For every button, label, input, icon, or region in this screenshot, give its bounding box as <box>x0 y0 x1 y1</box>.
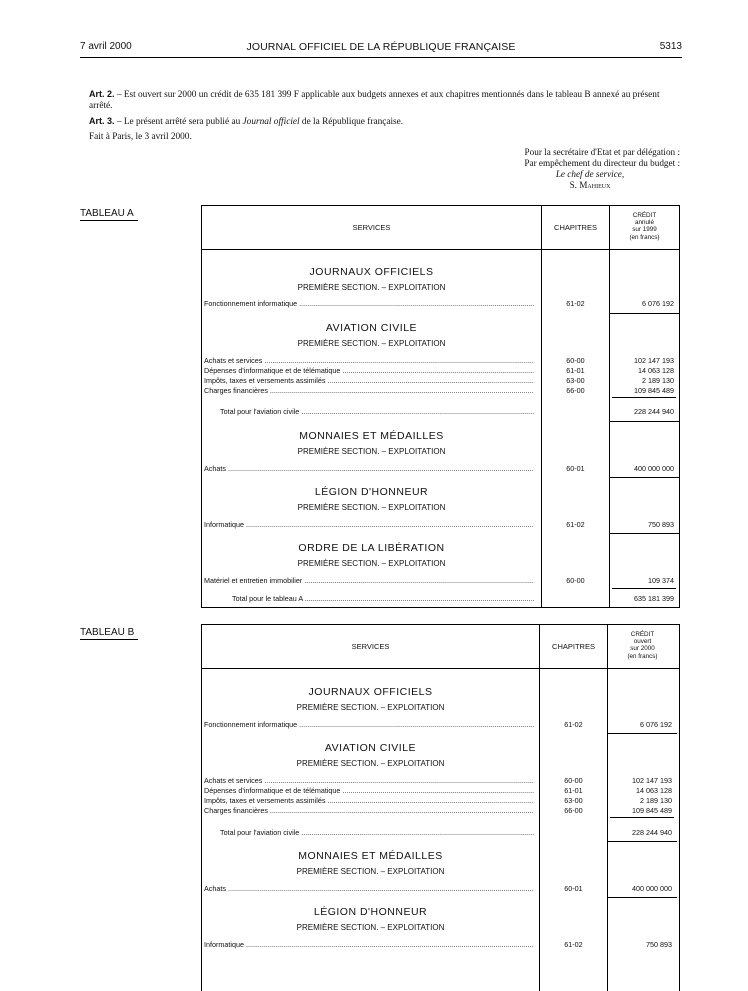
header-credit-line: sur 1999 <box>632 226 657 234</box>
row-montant: 6 076 192 <box>640 720 672 729</box>
section-separator <box>608 897 677 898</box>
signature-role: Le chef de service, <box>555 169 625 179</box>
row-chapitre: 61-02 <box>564 720 583 729</box>
signature-line-2: Par empêchement du directeur du budget : <box>524 158 680 168</box>
section-title: JOURNAUX OFFICIELS <box>309 266 434 278</box>
table-row <box>202 376 679 386</box>
section-title: AVIATION CIVILE <box>324 742 417 754</box>
header-chapitres: CHAPITRES <box>554 223 597 232</box>
subtotal-rule <box>612 397 676 398</box>
row-chapitre: 60-00 <box>566 576 585 585</box>
row-label: Informatique ..... <box>204 940 534 950</box>
table-row <box>202 796 679 806</box>
section-subtitle: PREMIÈRE SECTION. – EXPLOITATION <box>296 867 445 876</box>
header-credit-line: CRÉDIT <box>632 212 657 219</box>
row-label: Achats ..... <box>204 884 534 894</box>
subtotal-rule <box>610 817 674 818</box>
row-label: Dépenses d'informatique et de télématique ..... <box>204 786 534 796</box>
row-montant: 109 845 489 <box>632 806 672 815</box>
row-label: Impôts, taxes et versements assimilés ..... <box>204 376 534 386</box>
signature-line-3 <box>440 169 680 180</box>
section-subtitle: PREMIÈRE SECTION. – EXPLOITATION <box>297 447 446 456</box>
row-montant: 750 893 <box>648 520 674 529</box>
row-montant: 2 189 130 <box>642 376 674 385</box>
section-subtitle: PREMIÈRE SECTION. – EXPLOITATION <box>296 923 445 932</box>
row-label: Achats ..... <box>204 464 534 474</box>
header-credit-line: CRÉDIT <box>630 631 655 638</box>
header-services: SERVICES <box>351 642 390 651</box>
section-subtitle: PREMIÈRE SECTION. – EXPLOITATION <box>296 759 445 768</box>
grand-total-montant: 635 181 399 <box>634 594 674 603</box>
row-montant: 750 893 <box>646 940 672 949</box>
header-page-number: 5313 <box>659 41 682 52</box>
table-row <box>202 386 679 396</box>
row-label: Fonctionnement informatique ..... <box>204 299 534 309</box>
total-row <box>202 407 679 417</box>
fait-a-paris: Fait à Paris, le 3 avril 2000. <box>89 132 192 142</box>
table-row <box>202 464 679 474</box>
section-separator <box>610 477 679 478</box>
section-separator <box>608 841 677 842</box>
header-credit <box>610 212 679 241</box>
table-row <box>202 520 679 530</box>
table-row <box>202 356 679 366</box>
row-chapitre: 61-01 <box>566 366 585 375</box>
header-credit <box>608 631 677 660</box>
tableau-a-label: TABLEAU A <box>80 208 138 221</box>
article-2 <box>89 89 684 112</box>
signature-name: S. Mahieux <box>569 180 611 190</box>
table-row <box>202 366 679 376</box>
article-2-label: Art. 2. <box>89 89 115 99</box>
article-3 <box>89 116 684 128</box>
section-separator <box>610 313 679 314</box>
subtotal-rule <box>612 588 676 589</box>
section-separator <box>608 733 677 734</box>
row-montant: 109 374 <box>648 576 674 585</box>
header-title: JOURNAL OFFICIEL DE LA RÉPUBLIQUE FRANÇAISE <box>246 41 516 53</box>
article-3-text-italic: Journal officiel <box>242 117 300 127</box>
row-chapitre: 60-00 <box>564 776 583 785</box>
table-row <box>202 940 679 950</box>
section-subtitle: PREMIÈRE SECTION. – EXPLOITATION <box>296 703 445 712</box>
row-chapitre: 63-00 <box>566 376 585 385</box>
section-subtitle: PREMIÈRE SECTION. – EXPLOITATION <box>297 559 446 568</box>
row-montant: 14 063 128 <box>638 366 674 375</box>
total-label: Total pour l'aviation civile ..... <box>220 828 534 838</box>
article-3-text-b: de la République française. <box>299 117 404 127</box>
row-montant: 109 845 489 <box>634 386 674 395</box>
table-header <box>202 625 679 669</box>
total-montant: 228 244 940 <box>632 828 672 837</box>
row-label: Fonctionnement informatique ..... <box>204 720 534 730</box>
table-row <box>202 786 679 796</box>
section-title: AVIATION CIVILE <box>325 322 418 334</box>
header-date: 7 avril 2000 <box>80 41 132 52</box>
row-montant: 400 000 000 <box>634 464 674 473</box>
row-chapitre: 66-00 <box>566 386 585 395</box>
total-label: Total pour l'aviation civile ..... <box>220 407 534 417</box>
signature-block <box>440 147 680 191</box>
table-row <box>202 776 679 786</box>
header-credit-line: annulé <box>635 219 654 227</box>
section-subtitle: PREMIÈRE SECTION. – EXPLOITATION <box>297 283 446 292</box>
section-title: MONNAIES ET MÉDAILLES <box>299 430 444 442</box>
table-row <box>202 576 679 586</box>
row-montant: 14 063 128 <box>636 786 672 795</box>
tableau-a <box>201 205 680 608</box>
row-chapitre: 61-02 <box>566 299 585 308</box>
row-chapitre: 63-00 <box>564 796 583 805</box>
row-label: Charges financières ..... <box>204 806 534 816</box>
section-title: LÉGION D'HONNEUR <box>313 906 428 918</box>
row-label: Informatique ..... <box>204 520 534 530</box>
total-montant: 228 244 940 <box>634 407 674 416</box>
row-label: Matériel et entretien immobilier ..... <box>204 576 534 586</box>
section-separator <box>610 533 679 534</box>
row-chapitre: 61-02 <box>566 520 585 529</box>
row-montant: 102 147 193 <box>632 776 672 785</box>
section-subtitle: PREMIÈRE SECTION. – EXPLOITATION <box>297 503 446 512</box>
article-3-text-a: – Le présent arrêté sera publié au <box>114 117 243 127</box>
total-row <box>202 828 679 838</box>
section-title: LÉGION D'HONNEUR <box>314 486 429 498</box>
tableau-b <box>201 624 680 991</box>
row-label: Impôts, taxes et versements assimilés ..... <box>204 796 534 806</box>
header-credit-line: (en francs) <box>629 233 660 241</box>
row-label: Achats et services ..... <box>204 776 534 786</box>
grand-total-label: Total pour le tableau A ..... <box>232 594 534 604</box>
row-montant: 2 189 130 <box>640 796 672 805</box>
row-montant: 6 076 192 <box>642 299 674 308</box>
header-credit-line: (en francs) <box>627 652 658 660</box>
header-credit-line: sur 2000 <box>630 645 655 653</box>
table-row <box>202 299 679 309</box>
row-label: Dépenses d'informatique et de télématique ..... <box>204 366 534 376</box>
page-header <box>80 40 682 58</box>
row-chapitre: 60-00 <box>566 356 585 365</box>
section-subtitle: PREMIÈRE SECTION. – EXPLOITATION <box>297 339 446 348</box>
table-row <box>202 806 679 816</box>
article-3-label: Art. 3. <box>89 116 115 126</box>
article-2-text: – Est ouvert sur 2000 un crédit de 635 181 399 F applicable aux budgets annexes et aux chapitres mentionnés dans le tableau B annexé au présent arrêté. <box>89 90 660 111</box>
row-chapitre: 60-01 <box>566 464 585 473</box>
row-label: Achats et services ..... <box>204 356 534 366</box>
row-chapitre: 61-02 <box>564 940 583 949</box>
signature-line-1: Pour la secrétaire d'Etat et par délégation : <box>524 147 680 157</box>
tableau-b-label: TABLEAU B <box>80 627 138 640</box>
row-chapitre: 60-01 <box>564 884 583 893</box>
row-montant: 400 000 000 <box>632 884 672 893</box>
section-title: ORDRE DE LA LIBÉRATION <box>298 542 445 554</box>
table-row <box>202 884 679 894</box>
row-chapitre: 61-01 <box>564 786 583 795</box>
row-chapitre: 66-00 <box>564 806 583 815</box>
header-credit-line: ouvert <box>633 638 652 646</box>
table-row <box>202 720 679 730</box>
table-header <box>202 206 679 250</box>
grand-total-row <box>202 594 679 604</box>
row-label: Charges financières ..... <box>204 386 534 396</box>
section-title: MONNAIES ET MÉDAILLES <box>298 850 443 862</box>
header-services: SERVICES <box>352 223 391 232</box>
header-chapitres: CHAPITRES <box>552 642 595 651</box>
row-montant: 102 147 193 <box>634 356 674 365</box>
section-separator <box>610 421 679 422</box>
section-title: JOURNAUX OFFICIELS <box>308 686 433 698</box>
